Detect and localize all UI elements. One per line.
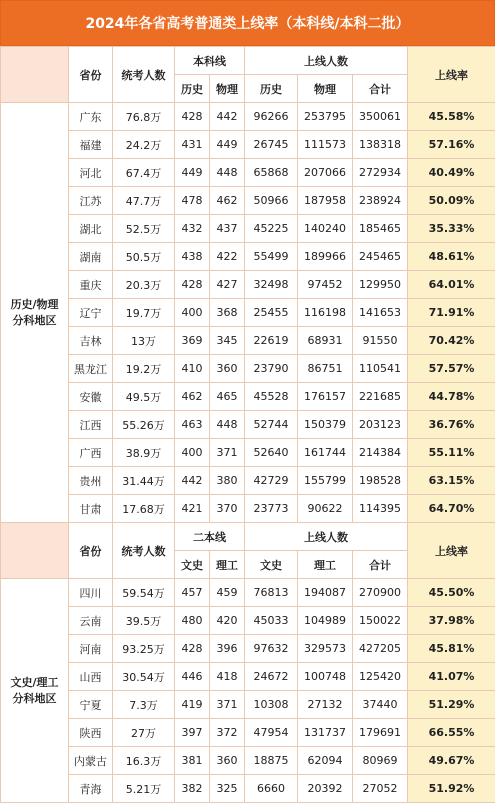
rate-header: 上线率 xyxy=(408,523,495,579)
line-a-cell: 480 xyxy=(175,607,210,635)
examinees-header: 统考人数 xyxy=(113,523,175,579)
line-a-cell: 428 xyxy=(175,271,210,299)
line-b-cell: 360 xyxy=(210,355,245,383)
line-a-cell: 432 xyxy=(175,215,210,243)
province-cell: 宁夏 xyxy=(69,691,113,719)
table-row xyxy=(1,691,495,719)
province-cell: 青海 xyxy=(69,775,113,803)
online-b-cell: 86751 xyxy=(298,355,353,383)
header-corner xyxy=(1,47,69,103)
total-cell: 138318 xyxy=(353,131,408,159)
examinees-cell: 67.4万 xyxy=(113,159,175,187)
table-row xyxy=(1,187,495,215)
examinees-cell: 76.8万 xyxy=(113,103,175,131)
examinees-cell: 39.5万 xyxy=(113,607,175,635)
online-a-cell: 45225 xyxy=(245,215,298,243)
table-row xyxy=(1,411,495,439)
rate-cell: 37.98% xyxy=(408,607,495,635)
examinees-cell: 55.26万 xyxy=(113,411,175,439)
line-b-cell: 370 xyxy=(210,495,245,523)
online-b-cell: 161744 xyxy=(298,439,353,467)
line-a-cell: 478 xyxy=(175,187,210,215)
online-b-header: 理工 xyxy=(298,551,353,579)
examinees-cell: 13万 xyxy=(113,327,175,355)
province-cell: 湖北 xyxy=(69,215,113,243)
line-b-cell: 422 xyxy=(210,243,245,271)
online-a-cell: 24672 xyxy=(245,663,298,691)
province-cell: 黑龙江 xyxy=(69,355,113,383)
province-cell: 内蒙古 xyxy=(69,747,113,775)
table-row xyxy=(1,383,495,411)
online-count-header: 上线人数 xyxy=(245,523,408,551)
line-b-cell: 465 xyxy=(210,383,245,411)
total-cell: 214384 xyxy=(353,439,408,467)
rate-header: 上线率 xyxy=(408,47,495,103)
examinees-cell: 47.7万 xyxy=(113,187,175,215)
line-a-cell: 462 xyxy=(175,383,210,411)
line-a-cell: 431 xyxy=(175,131,210,159)
line-a-cell: 400 xyxy=(175,299,210,327)
line-b-cell: 380 xyxy=(210,467,245,495)
line-b-cell: 325 xyxy=(210,775,245,803)
line-a-cell: 410 xyxy=(175,355,210,383)
rate-cell: 51.92% xyxy=(408,775,495,803)
score-line-header: 二本线 xyxy=(175,523,245,551)
score-line-a-header: 历史 xyxy=(175,75,210,103)
table-row xyxy=(1,159,495,187)
online-a-cell: 32498 xyxy=(245,271,298,299)
online-a-cell: 97632 xyxy=(245,635,298,663)
online-a-cell: 45528 xyxy=(245,383,298,411)
region-label-line: 分科地区 xyxy=(1,691,68,707)
province-cell: 四川 xyxy=(69,579,113,607)
rate-cell: 45.81% xyxy=(408,635,495,663)
line-b-cell: 368 xyxy=(210,299,245,327)
online-b-cell: 194087 xyxy=(298,579,353,607)
total-cell: 245465 xyxy=(353,243,408,271)
total-cell: 27052 xyxy=(353,775,408,803)
rate-cell: 36.76% xyxy=(408,411,495,439)
total-cell: 37440 xyxy=(353,691,408,719)
rate-cell: 40.49% xyxy=(408,159,495,187)
online-b-cell: 62094 xyxy=(298,747,353,775)
rate-cell: 45.50% xyxy=(408,579,495,607)
online-a-cell: 52640 xyxy=(245,439,298,467)
rate-cell: 55.11% xyxy=(408,439,495,467)
total-cell: 114395 xyxy=(353,495,408,523)
line-b-cell: 420 xyxy=(210,607,245,635)
total-cell: 80969 xyxy=(353,747,408,775)
online-b-cell: 189966 xyxy=(298,243,353,271)
header-row xyxy=(1,523,495,551)
province-cell: 福建 xyxy=(69,131,113,159)
online-a-cell: 76813 xyxy=(245,579,298,607)
line-b-cell: 418 xyxy=(210,663,245,691)
total-cell: 198528 xyxy=(353,467,408,495)
table-row xyxy=(1,467,495,495)
online-b-cell: 253795 xyxy=(298,103,353,131)
examinees-cell: 49.5万 xyxy=(113,383,175,411)
total-cell: 272934 xyxy=(353,159,408,187)
examinees-cell: 31.44万 xyxy=(113,467,175,495)
line-b-cell: 462 xyxy=(210,187,245,215)
examinees-cell: 38.9万 xyxy=(113,439,175,467)
online-b-cell: 207066 xyxy=(298,159,353,187)
table-row xyxy=(1,215,495,243)
examinees-cell: 20.3万 xyxy=(113,271,175,299)
online-a-cell: 10308 xyxy=(245,691,298,719)
online-a-header: 历史 xyxy=(245,75,298,103)
online-a-cell: 22619 xyxy=(245,327,298,355)
total-cell: 238924 xyxy=(353,187,408,215)
examinees-cell: 19.7万 xyxy=(113,299,175,327)
region-label-line: 分科地区 xyxy=(1,313,68,329)
line-a-cell: 446 xyxy=(175,663,210,691)
online-b-cell: 20392 xyxy=(298,775,353,803)
province-cell: 山西 xyxy=(69,663,113,691)
score-line-header: 本科线 xyxy=(175,47,245,75)
examinees-cell: 5.21万 xyxy=(113,775,175,803)
table-row xyxy=(1,719,495,747)
line-a-cell: 442 xyxy=(175,467,210,495)
line-a-cell: 400 xyxy=(175,439,210,467)
line-b-cell: 459 xyxy=(210,579,245,607)
rate-cell: 48.61% xyxy=(408,243,495,271)
total-cell: 221685 xyxy=(353,383,408,411)
line-a-cell: 438 xyxy=(175,243,210,271)
examinees-cell: 19.2万 xyxy=(113,355,175,383)
online-b-cell: 116198 xyxy=(298,299,353,327)
online-b-cell: 111573 xyxy=(298,131,353,159)
province-cell: 甘肃 xyxy=(69,495,113,523)
table-row xyxy=(1,579,495,607)
table-row xyxy=(1,495,495,523)
rate-cell: 41.07% xyxy=(408,663,495,691)
online-total-header: 合计 xyxy=(353,75,408,103)
line-a-cell: 428 xyxy=(175,103,210,131)
online-b-cell: 329573 xyxy=(298,635,353,663)
line-a-cell: 463 xyxy=(175,411,210,439)
rate-cell: 57.57% xyxy=(408,355,495,383)
header-corner xyxy=(1,523,69,579)
table-row xyxy=(1,663,495,691)
table-row xyxy=(1,355,495,383)
online-a-cell: 96266 xyxy=(245,103,298,131)
province-cell: 安徽 xyxy=(69,383,113,411)
total-cell: 427205 xyxy=(353,635,408,663)
online-b-cell: 97452 xyxy=(298,271,353,299)
examinees-cell: 16.3万 xyxy=(113,747,175,775)
total-cell: 270900 xyxy=(353,579,408,607)
total-cell: 141653 xyxy=(353,299,408,327)
rate-cell: 51.29% xyxy=(408,691,495,719)
line-a-cell: 419 xyxy=(175,691,210,719)
examinees-cell: 52.5万 xyxy=(113,215,175,243)
table-title: 2024年各省高考普通类上线率（本科线/本科二批） xyxy=(0,0,495,46)
line-b-cell: 448 xyxy=(210,411,245,439)
examinees-cell: 93.25万 xyxy=(113,635,175,663)
total-cell: 110541 xyxy=(353,355,408,383)
province-header: 省份 xyxy=(69,47,113,103)
online-b-cell: 104989 xyxy=(298,607,353,635)
total-cell: 129950 xyxy=(353,271,408,299)
examinees-cell: 17.68万 xyxy=(113,495,175,523)
online-a-header: 文史 xyxy=(245,551,298,579)
table-row xyxy=(1,271,495,299)
online-a-cell: 65868 xyxy=(245,159,298,187)
examinees-cell: 7.3万 xyxy=(113,691,175,719)
province-cell: 云南 xyxy=(69,607,113,635)
line-a-cell: 369 xyxy=(175,327,210,355)
rate-cell: 49.67% xyxy=(408,747,495,775)
total-cell: 150022 xyxy=(353,607,408,635)
online-b-cell: 131737 xyxy=(298,719,353,747)
table-row xyxy=(1,607,495,635)
total-cell: 91550 xyxy=(353,327,408,355)
province-header: 省份 xyxy=(69,523,113,579)
rate-cell: 64.01% xyxy=(408,271,495,299)
line-a-cell: 382 xyxy=(175,775,210,803)
total-cell: 350061 xyxy=(353,103,408,131)
online-a-cell: 23790 xyxy=(245,355,298,383)
table-row xyxy=(1,635,495,663)
online-b-cell: 100748 xyxy=(298,663,353,691)
rate-cell: 45.58% xyxy=(408,103,495,131)
line-b-cell: 372 xyxy=(210,719,245,747)
region-label-line: 历史/物理 xyxy=(1,297,68,313)
line-b-cell: 360 xyxy=(210,747,245,775)
line-a-cell: 421 xyxy=(175,495,210,523)
line-b-cell: 442 xyxy=(210,103,245,131)
examinees-cell: 59.54万 xyxy=(113,579,175,607)
rate-cell: 63.15% xyxy=(408,467,495,495)
online-b-cell: 90622 xyxy=(298,495,353,523)
score-line-a-header: 文史 xyxy=(175,551,210,579)
line-a-cell: 381 xyxy=(175,747,210,775)
province-cell: 陕西 xyxy=(69,719,113,747)
table-row xyxy=(1,775,495,803)
online-count-header: 上线人数 xyxy=(245,47,408,75)
line-a-cell: 449 xyxy=(175,159,210,187)
table-row xyxy=(1,243,495,271)
online-a-cell: 42729 xyxy=(245,467,298,495)
table-row xyxy=(1,327,495,355)
total-cell: 125420 xyxy=(353,663,408,691)
province-cell: 辽宁 xyxy=(69,299,113,327)
online-a-cell: 25455 xyxy=(245,299,298,327)
admission-rate-table xyxy=(0,46,495,803)
examinees-cell: 27万 xyxy=(113,719,175,747)
online-a-cell: 52744 xyxy=(245,411,298,439)
line-b-cell: 437 xyxy=(210,215,245,243)
examinees-cell: 24.2万 xyxy=(113,131,175,159)
line-b-cell: 371 xyxy=(210,439,245,467)
online-b-cell: 68931 xyxy=(298,327,353,355)
online-a-cell: 50966 xyxy=(245,187,298,215)
line-a-cell: 397 xyxy=(175,719,210,747)
province-cell: 贵州 xyxy=(69,467,113,495)
region-label xyxy=(1,579,69,803)
line-a-cell: 428 xyxy=(175,635,210,663)
region-label xyxy=(1,103,69,523)
total-cell: 179691 xyxy=(353,719,408,747)
province-cell: 河北 xyxy=(69,159,113,187)
province-cell: 河南 xyxy=(69,635,113,663)
examinees-header: 统考人数 xyxy=(113,47,175,103)
score-line-b-header: 理工 xyxy=(210,551,245,579)
table-row xyxy=(1,299,495,327)
line-b-cell: 427 xyxy=(210,271,245,299)
line-b-cell: 371 xyxy=(210,691,245,719)
total-cell: 203123 xyxy=(353,411,408,439)
province-cell: 江西 xyxy=(69,411,113,439)
examinees-cell: 30.54万 xyxy=(113,663,175,691)
rate-cell: 44.78% xyxy=(408,383,495,411)
rate-cell: 57.16% xyxy=(408,131,495,159)
online-b-cell: 150379 xyxy=(298,411,353,439)
province-cell: 重庆 xyxy=(69,271,113,299)
table-row xyxy=(1,747,495,775)
rate-cell: 71.91% xyxy=(408,299,495,327)
line-b-cell: 345 xyxy=(210,327,245,355)
table-row xyxy=(1,439,495,467)
line-b-cell: 396 xyxy=(210,635,245,663)
table-row xyxy=(1,131,495,159)
rate-cell: 66.55% xyxy=(408,719,495,747)
online-b-cell: 27132 xyxy=(298,691,353,719)
online-a-cell: 18875 xyxy=(245,747,298,775)
line-a-cell: 457 xyxy=(175,579,210,607)
line-b-cell: 448 xyxy=(210,159,245,187)
line-b-cell: 449 xyxy=(210,131,245,159)
online-b-cell: 187958 xyxy=(298,187,353,215)
header-row xyxy=(1,47,495,75)
online-b-cell: 176157 xyxy=(298,383,353,411)
score-line-b-header: 物理 xyxy=(210,75,245,103)
region-label-line: 文史/理工 xyxy=(1,675,68,691)
online-a-cell: 55499 xyxy=(245,243,298,271)
online-a-cell: 6660 xyxy=(245,775,298,803)
rate-cell: 35.33% xyxy=(408,215,495,243)
online-a-cell: 47954 xyxy=(245,719,298,747)
rate-cell: 70.42% xyxy=(408,327,495,355)
province-cell: 广西 xyxy=(69,439,113,467)
online-b-cell: 140240 xyxy=(298,215,353,243)
province-cell: 广东 xyxy=(69,103,113,131)
province-cell: 江苏 xyxy=(69,187,113,215)
table-row xyxy=(1,103,495,131)
online-a-cell: 45033 xyxy=(245,607,298,635)
rate-cell: 50.09% xyxy=(408,187,495,215)
rate-cell: 64.70% xyxy=(408,495,495,523)
province-cell: 湖南 xyxy=(69,243,113,271)
online-total-header: 合计 xyxy=(353,551,408,579)
total-cell: 185465 xyxy=(353,215,408,243)
online-b-header: 物理 xyxy=(298,75,353,103)
province-cell: 吉林 xyxy=(69,327,113,355)
online-a-cell: 23773 xyxy=(245,495,298,523)
online-b-cell: 155799 xyxy=(298,467,353,495)
examinees-cell: 50.5万 xyxy=(113,243,175,271)
online-a-cell: 26745 xyxy=(245,131,298,159)
